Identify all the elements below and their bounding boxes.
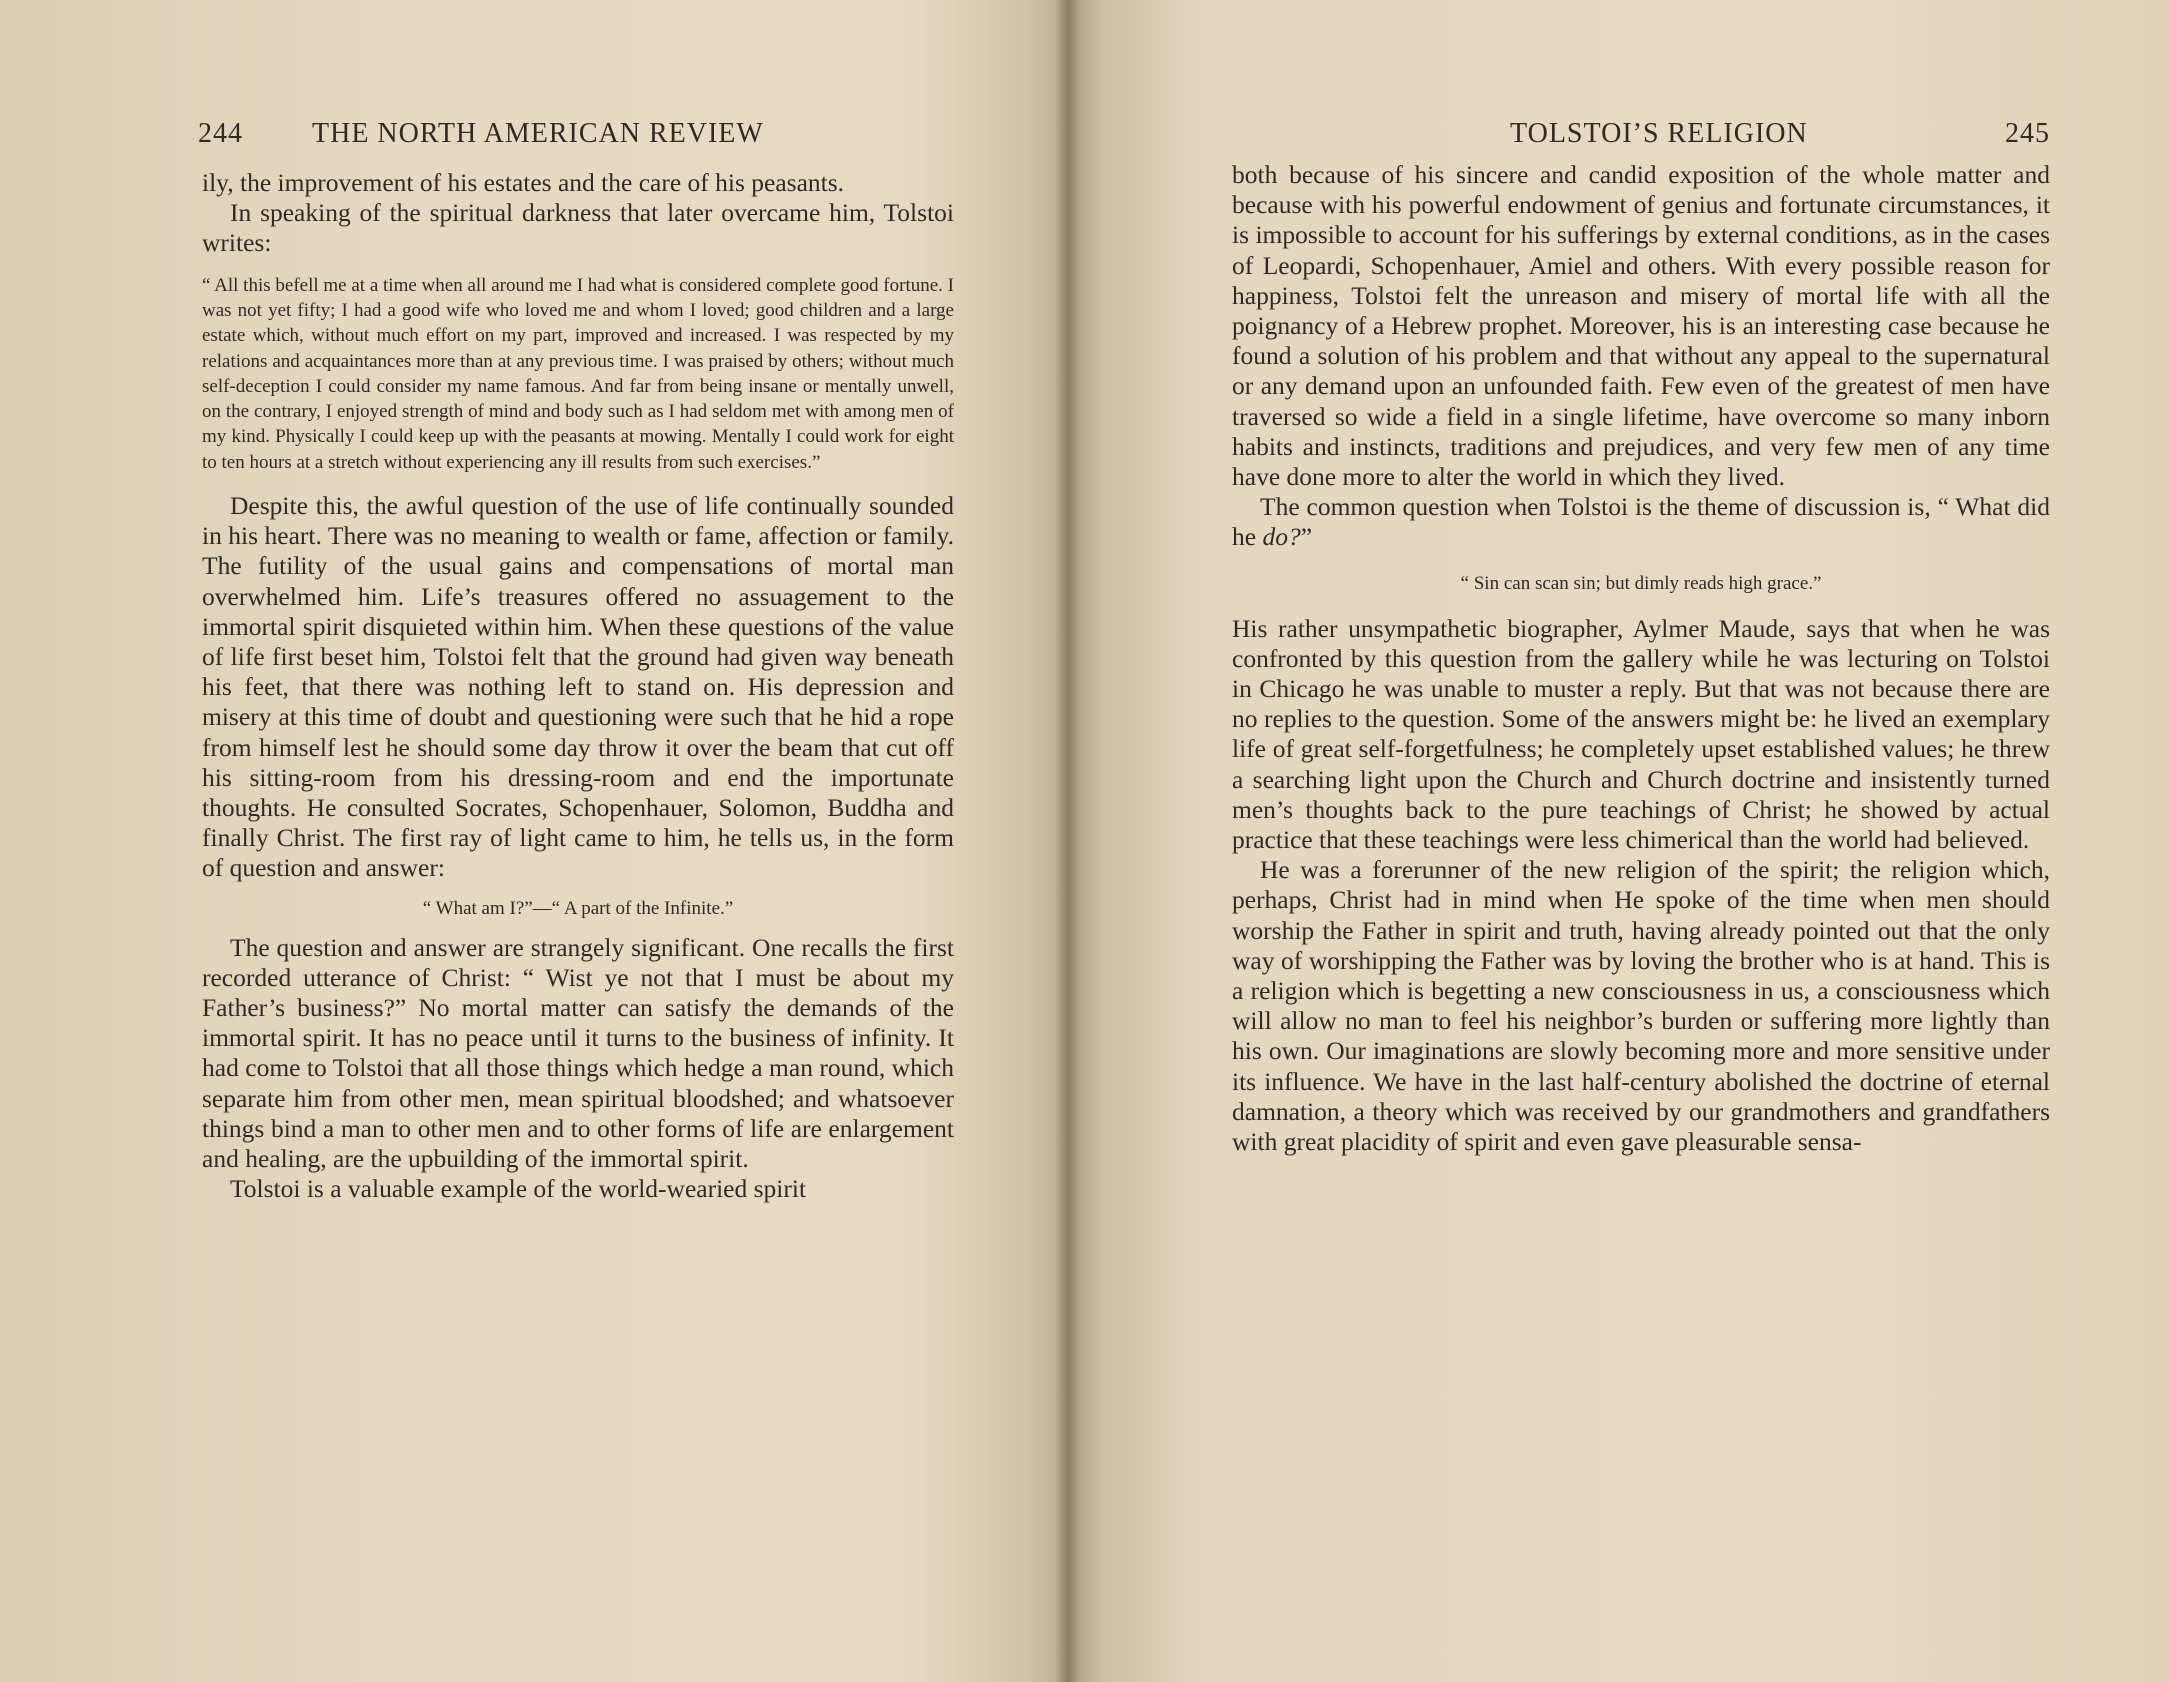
left-page-number: 244 — [198, 118, 243, 149]
right-paragraph-1: both because of his sincere and candid exposition of the whole matter and because with his powerful endowment of genius and fortunate circumstances, it is impossible to account for his sufferings by external conditions, as in the cases of Leopardi, Schopenhauer, Amiel and others. With every possible reason for happiness, Tolstoi felt the unreason and misery of mortal life with all the poignancy of a Hebrew prophet. Moreover, his is an interesting case because he found a solution of his problem and that without any appeal to the supernatural or any demand upon an unfounded faith. Few even of the greatest of men have traversed so wide a field in a single lifetime, have overcome so many inborn habits and instincts, traditions and prejudices, and very few men of any time have done more to alter the world in which they lived. — [1232, 160, 2050, 492]
left-paragraph-5: Tolstoi is a valuable example of the world-wearied spirit — [230, 1174, 807, 1204]
right-paragraph-2 — [1232, 492, 2050, 552]
right-running-head — [1230, 118, 2050, 158]
left-text-column — [202, 168, 954, 1204]
left-page — [0, 0, 1068, 1682]
right-paragraph-4: He was a forerunner of the new religion of the spirit; the religion which, perhaps, Christ had in mind when He spoke of the time when men should worship the Father in spirit and truth, having already pointed out that the only way of worshipping the Father was by loving the brother who is at hand. This is a religion which is begetting a new consciousness in us, a consciousness which will allow no man to feel his neighbor’s burden or suffering more lightly than his own. Our imaginations are slowly becoming more and more sensitive under its influence. We have in the last half-century abolished the doctrine of eternal damnation, a theory which was received by our grandmothers and grandfathers with great placidity of spirit and even gave pleasurable sensa- — [1232, 855, 2050, 1157]
left-running-title: THE NORTH AMERICAN REVIEW — [312, 118, 764, 149]
left-center-quote: “ What am I?”—“ A part of the Infinite.” — [422, 897, 734, 919]
right-paragraph-2-close: ” — [1300, 522, 1313, 552]
left-paragraph-2: In speaking of the spiritual darkness that later overcame him, Tolstoi writes: — [202, 198, 954, 258]
right-page — [1068, 0, 2169, 1682]
right-paragraph-2-lead: The common question when Tolstoi is the theme of discussion is, “ What did he — [1232, 492, 2050, 552]
left-block-quote: “ All this befell me at a time when all around me I had what is considered complete good fortune. I was not yet fifty; I had a good wife who loved me and whom I loved; good children and a large estate which, without much effort on my part, improved and increased. I was respected by my relations and acquaintances more than at any previous time. I was praised by others; without much self-deception I could consider my name famous. And far from being insane or mentally unwell, on the contrary, I enjoyed strength of mind and body such as I had seldom met with among men of my kind. Physically I could keep up with the peasants at mowing. Mentally I could work for eight to ten hours at a stretch without experiencing any ill results from such exercises.” — [202, 274, 954, 473]
right-running-title: TOLSTOI’S RELIGION — [1510, 118, 1808, 149]
right-paragraph-3: His rather unsympathetic biographer, Aylmer Maude, says that when he was confronted by this question from the gallery while he was lecturing on Tolstoi in Chicago he was unable to muster a reply. But that was not because there are no replies to the question. Some of the answers might be: he lived an exemplary life of great self-forgetfulness; he completely upset established values; he threw a searching light upon the Church and Church doctrine and insistently turned men’s thoughts back to the pure teachings of Christ; he showed by actual practice that these teachings were less chimerical than the world had believed. — [1232, 613, 2050, 855]
book-gutter — [1055, 0, 1079, 1682]
left-paragraph-4: The question and answer are strangely significant. One recalls the first recorded utterance of Christ: “ Wist ye not that I must be about my Father’s business?” No mortal matter can satisfy the demands of the immortal spirit. It has no peace until it turns to the business of infinity. It had come to Tolstoi that all those things which hedge a man round, which separate him from other men, mean spiritual bloodshed; and whatsoever things bind a man to other men and to other forms of life are enlargement and healing, are the upbuilding of the immortal spirit. — [202, 932, 954, 1174]
right-paragraph-2-emphasis: do? — [1262, 522, 1301, 552]
right-text-column — [1232, 160, 2050, 1157]
left-running-head — [198, 118, 950, 158]
left-paragraph-1: ily, the improvement of his estates and the care of his peasants. — [202, 168, 845, 197]
left-paragraph-3: Despite this, the awful question of the use of life continually sounded in his heart. There was no meaning to wealth or fame, affection or family. The futility of the usual gains and compensations of mortal man overwhelmed him. Life’s treasures offered no assuagement to the immortal spirit disquieted within him. When these questions of the value of life first beset him, Tolstoi felt that the ground had given way beneath his feet, that there was nothing left to stand on. His depression and misery at this time of doubt and questioning were such that he hid a rope from himself lest he should some day throw it over the beam that cut off his sitting-room from his dressing-room and end the importunate thoughts. He consulted Socrates, Schopenhauer, Solomon, Buddha and finally Christ. The first ray of light came to him, he tells us, in the form of question and answer: — [202, 490, 954, 883]
right-center-quote: “ Sin can scan sin; but dimly reads high grace.” — [1460, 572, 1822, 594]
right-page-number: 245 — [2005, 118, 2050, 149]
